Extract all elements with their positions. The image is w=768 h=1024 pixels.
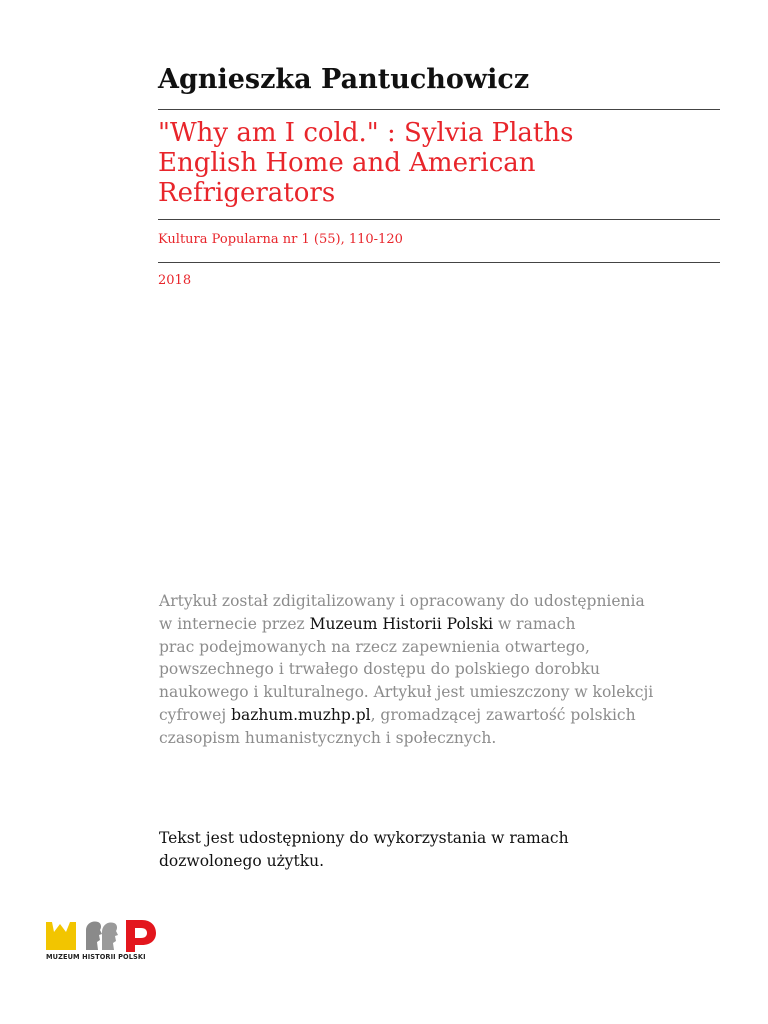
profiles-icon-second [102, 922, 118, 950]
title-line: Refrigerators [158, 178, 336, 208]
p-letter-icon [126, 920, 156, 952]
title-line: English Home and American [158, 148, 536, 178]
publication-year: 2018 [158, 273, 192, 288]
notice-line: prac podejmowanych na rzecz zapewnienia otwartego, [159, 637, 590, 656]
notice-line [159, 704, 719, 727]
digitization-notice [159, 590, 719, 750]
bazhum-link[interactable]: bazhum.muzhp.pl [231, 705, 371, 724]
journal-citation: Kultura Popularna nr 1 (55), 110-120 [158, 232, 403, 247]
divider-middle [158, 219, 720, 220]
notice-text: w internecie przez [159, 614, 310, 633]
profiles-icon [86, 921, 102, 950]
notice-line: Artykuł został zdigitalizowany i opracowany do udostępnienia [159, 592, 645, 610]
notice-line: czasopism humanistycznych i społecznych. [159, 728, 497, 747]
notice-text: cyfrowej [159, 705, 232, 724]
divider-top [158, 109, 720, 110]
divider-bottom [158, 262, 720, 263]
usage-line: dozwolonego użytku. [159, 852, 325, 870]
notice-line: naukowego i kulturalnego. Artykuł jest umieszczony w kolekcji [159, 683, 654, 702]
museum-link[interactable]: Muzeum Historii Polski [309, 614, 494, 633]
author-name: Agnieszka Pantuchowicz [158, 64, 530, 95]
article-title [158, 118, 718, 208]
usage-line: Tekst jest udostępniony do wykorzystania w ramach [159, 829, 569, 847]
notice-line: powszechnego i trwałego dostępu do polskiego dorobku [159, 660, 601, 679]
usage-notice [159, 827, 719, 873]
notice-text: , gromadzącej zawartość polskich [370, 705, 636, 724]
notice-text: w ramach [493, 614, 576, 633]
crown-icon [46, 922, 76, 950]
title-line: "Why am I cold." : Sylvia Plaths [158, 118, 574, 148]
notice-line [159, 613, 719, 636]
logo-caption: MUZEUM HISTORII POLSKI [46, 953, 146, 961]
